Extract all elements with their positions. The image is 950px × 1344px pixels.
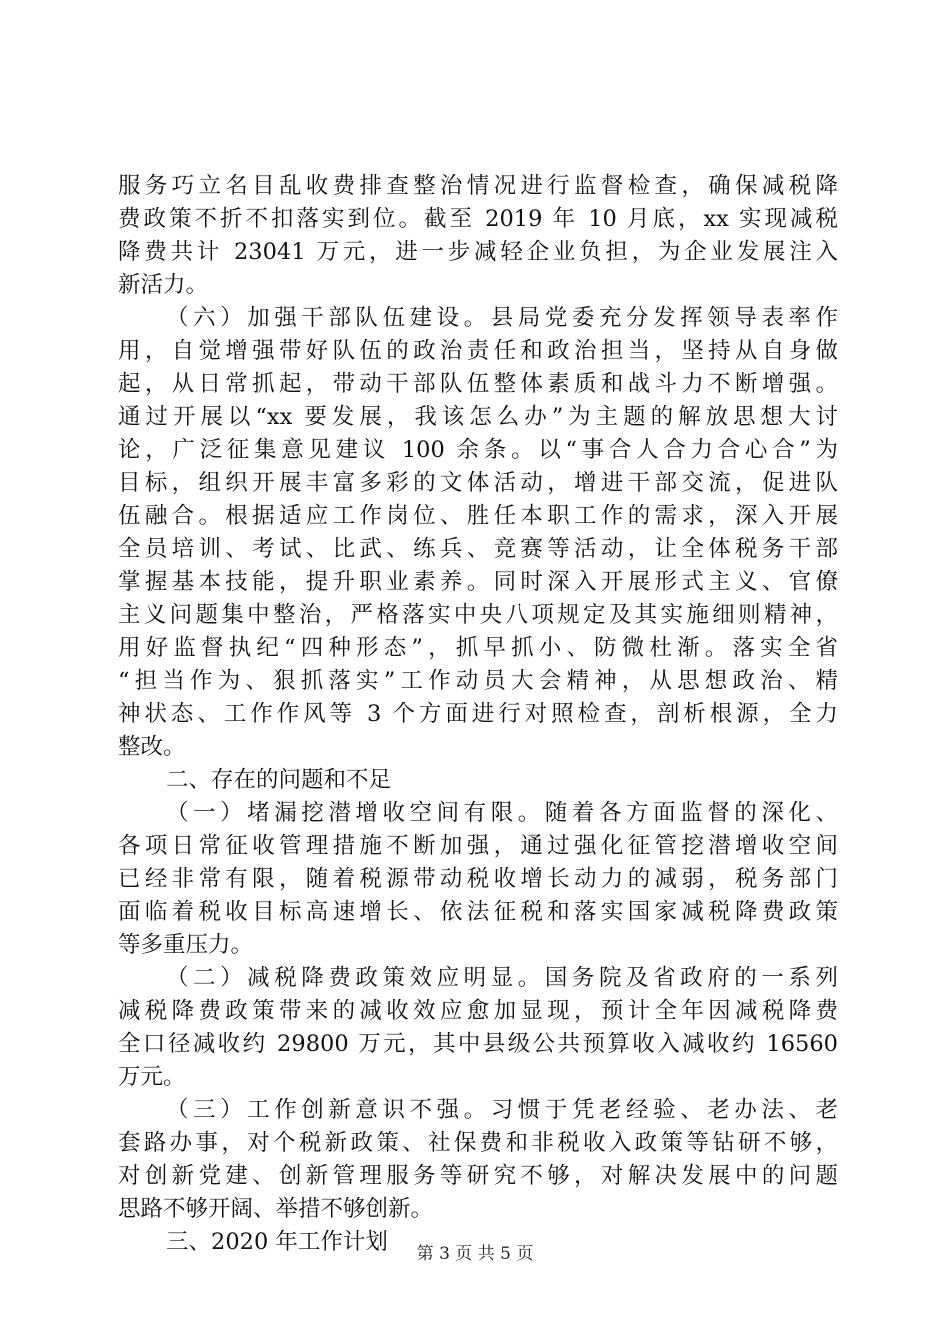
text-line: 全员培训、考试、比武、练兵、竞赛等活动，让全体税务干部: [118, 536, 838, 562]
text-line: “担当作为、狠抓落实”工作动员大会精神，从思想政治、精: [118, 668, 838, 694]
text-line: 目标，组织开展丰富多彩的文体活动，增进干部交流，促进队: [118, 470, 838, 496]
text-line: 新活力。: [118, 272, 209, 298]
text-line: 通过开展以“xx 要发展，我该怎么办”为主题的解放思想大讨: [118, 404, 838, 430]
paragraph-heading-two: （二）减税降费政策效应明显。国务院及省政府的一系列: [166, 965, 838, 991]
text-line: 套路办事，对个税新政策、社保费和非税收入政策等钻研不够，: [118, 1130, 838, 1156]
text-line: 掌握基本技能，提升职业素养。同时深入开展形式主义、官僚: [118, 569, 838, 595]
text-line: 用好监督执纪“四种形态”，抓早抓小、防微杜渐。落实全省: [118, 635, 838, 661]
document-body: [118, 170, 838, 1259]
text-line: 对创新党建、创新管理服务等研究不够，对解决发展中的问题: [118, 1163, 838, 1189]
text-line: 全口径减收约 29800 万元，其中县级公共预算收入减收约 16560: [118, 1031, 838, 1057]
text-line: 起，从日常抓起，带动干部队伍整体素质和战斗力不断增强。: [118, 371, 838, 397]
text-line: 整改。: [118, 734, 186, 760]
paragraph-heading-three: （三）工作创新意识不强。习惯于凭老经验、老办法、老: [166, 1097, 838, 1123]
text-line: 面临着税收目标高速增长、依法征税和落实国家减税降费政策: [118, 899, 838, 925]
text-line: 等多重压力。: [118, 932, 254, 958]
text-line: 各项日常征收管理措施不断加强，通过强化征管挖潜增收空间: [118, 833, 838, 859]
text-line: 用，自觉增强带好队伍的政治责任和政治担当，坚持从自身做: [118, 338, 838, 364]
text-line: 神状态、工作作风等 3 个方面进行对照检查，剖析根源，全力: [118, 701, 838, 727]
text-line: 服务巧立名目乱收费排查整治情况进行监督检查，确保减税降: [118, 173, 838, 199]
paragraph-heading-six: （六）加强干部队伍建设。县局党委充分发挥领导表率作: [166, 305, 838, 331]
text-line: 费政策不折不扣落实到位。截至 2019 年 10 月底，xx 实现减税: [118, 206, 838, 232]
paragraph-heading-one: （一）堵漏挖潜增收空间有限。随着各方面监督的深化、: [166, 800, 838, 826]
text-line: 已经非常有限，随着税源带动税收增长动力的减弱，税务部门: [118, 866, 838, 892]
page-number-footer: 第 3 页 共 5 页: [416, 1244, 534, 1264]
text-line: 伍融合。根据适应工作岗位、胜任本职工作的需求，深入开展: [118, 503, 838, 529]
text-line: 主义问题集中整治，严格落实中央八项规定及其实施细则精神，: [118, 602, 838, 628]
text-line: 降费共计 23041 万元，进一步减轻企业负担，为企业发展注入: [118, 239, 838, 265]
text-line: 思路不够开阔、举措不够创新。: [118, 1196, 434, 1222]
text-line: 减税降费政策带来的减收效应愈加显现，预计全年因减税降费: [118, 998, 838, 1024]
section-heading-two: 二、存在的问题和不足: [166, 767, 392, 793]
text-line: 万元。: [118, 1064, 186, 1090]
section-heading-three: 三、2020 年工作计划: [166, 1229, 388, 1255]
text-line: 论，广泛征集意见建议 100 余条。以“事合人合力合心合”为: [118, 437, 838, 463]
